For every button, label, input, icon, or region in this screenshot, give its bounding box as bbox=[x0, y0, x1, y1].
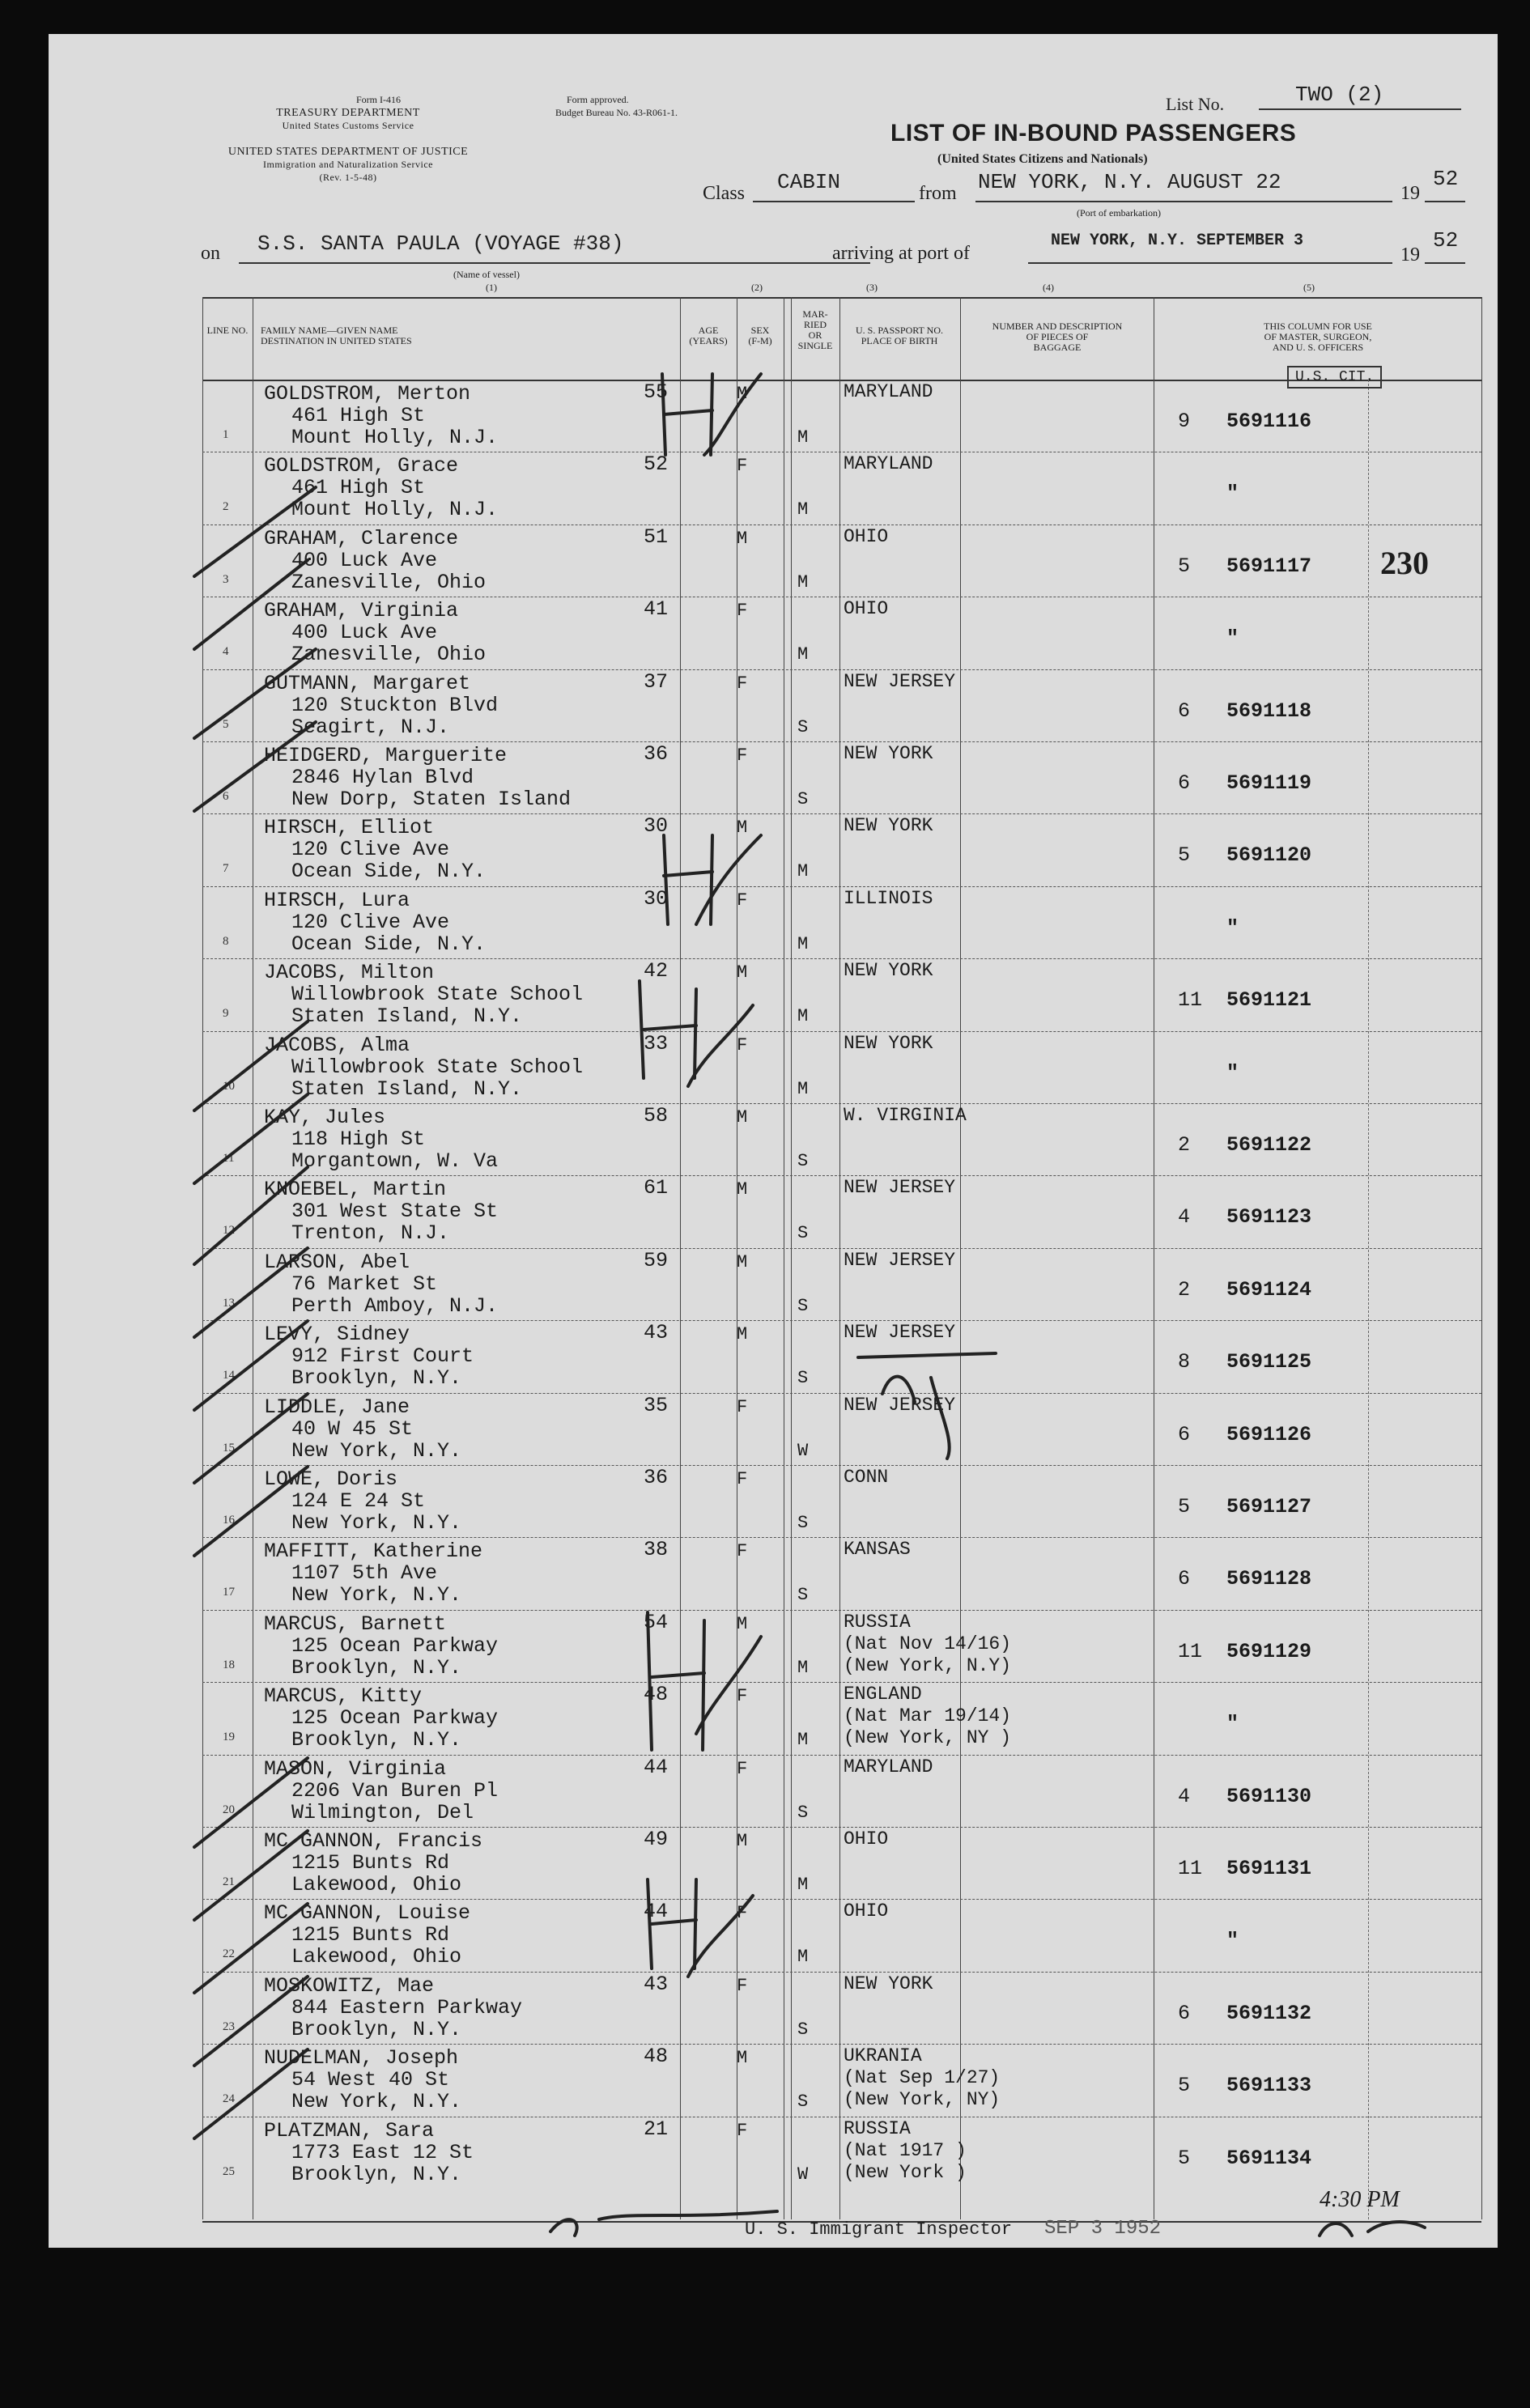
baggage-count: 6 bbox=[1178, 1422, 1191, 1446]
passenger-name: GUTMANN, Margaret bbox=[264, 671, 471, 695]
marital-status: M bbox=[797, 1078, 809, 1099]
place-of-birth: NEW JERSEY bbox=[844, 1394, 956, 1416]
passenger-name: HEIDGERD, Marguerite bbox=[264, 744, 508, 767]
age: 30 bbox=[644, 814, 669, 839]
marital-status: M bbox=[797, 644, 809, 665]
age: 48 bbox=[644, 1683, 669, 1707]
baggage-count: 5 bbox=[1178, 843, 1191, 868]
address-line-1: 1773 East 12 St bbox=[291, 2140, 474, 2164]
sex: F bbox=[737, 1975, 748, 1996]
passenger-name: LARSON, Abel bbox=[264, 1250, 410, 1274]
ticket-number: 5691118 bbox=[1226, 699, 1312, 723]
baggage-count: 11 bbox=[1178, 1857, 1203, 1880]
address-line-1: 40 W 45 St bbox=[291, 1416, 414, 1441]
passenger-name: MC GANNON, Francis bbox=[264, 1829, 483, 1853]
age: 30 bbox=[644, 886, 669, 911]
address-line-1: 301 West State St bbox=[291, 1200, 499, 1224]
place-of-birth: CONN bbox=[844, 1467, 889, 1488]
passenger-name: GOLDSTROM, Grace bbox=[264, 454, 459, 478]
place-of-birth: MARYLAND bbox=[844, 453, 933, 475]
place-of-birth: NEW YORK bbox=[844, 1032, 933, 1054]
sex: F bbox=[737, 1034, 748, 1055]
ticket-number: 5691122 bbox=[1226, 1133, 1312, 1157]
age: 54 bbox=[644, 1610, 669, 1634]
passenger-name: NUDELMAN, Joseph bbox=[264, 2046, 459, 2070]
age: 58 bbox=[644, 1104, 669, 1128]
line-number: 10 bbox=[223, 1079, 235, 1093]
address-line-1: 461 High St bbox=[291, 404, 426, 427]
line-number: 15 bbox=[223, 1441, 235, 1455]
place-of-birth: NEW JERSEY bbox=[844, 670, 956, 692]
marital-status: S bbox=[797, 1585, 809, 1606]
age: 44 bbox=[644, 1755, 669, 1779]
baggage-count: 5 bbox=[1178, 2074, 1191, 2098]
line-number: 19 bbox=[223, 1731, 235, 1744]
place-of-birth: NEW YORK bbox=[844, 1973, 933, 1994]
passenger-manifest-sheet bbox=[49, 34, 1498, 2248]
address-line-1: 118 High St bbox=[291, 1128, 426, 1151]
ticket-number: 5691133 bbox=[1226, 2074, 1312, 2098]
ticket-number: " bbox=[1226, 626, 1239, 651]
place-of-birth: OHIO bbox=[844, 1900, 889, 1922]
marital-status: S bbox=[797, 1368, 809, 1389]
revision-date: (Rev. 1-5-48) bbox=[319, 172, 377, 183]
ticket-number: " bbox=[1226, 1060, 1239, 1085]
marital-status: S bbox=[797, 789, 809, 809]
address-line-2: New York, N.Y. bbox=[291, 2090, 462, 2114]
column-number: (4) bbox=[1043, 282, 1054, 293]
ticket-number: " bbox=[1226, 915, 1239, 940]
marital-status: M bbox=[797, 861, 809, 882]
line-number: 12 bbox=[223, 1224, 235, 1238]
class-value: CABIN bbox=[777, 170, 841, 194]
sex: M bbox=[737, 1613, 748, 1634]
marital-status: S bbox=[797, 1513, 809, 1533]
address-line-1: 125 Ocean Parkway bbox=[291, 1706, 499, 1731]
column-number: (5) bbox=[1303, 282, 1315, 293]
ins-service: Immigration and Naturalization Service bbox=[263, 159, 433, 170]
treasury-dept: TREASURY DEPARTMENT bbox=[276, 107, 420, 119]
sex: F bbox=[737, 601, 748, 622]
baggage-count: 11 bbox=[1178, 988, 1203, 1013]
marital-status: S bbox=[797, 1223, 809, 1244]
place-of-birth: KANSAS bbox=[844, 1539, 911, 1561]
sex: F bbox=[737, 1686, 748, 1707]
address-line-1: 125 Ocean Parkway bbox=[291, 1633, 499, 1658]
address-line-1: 912 First Court bbox=[291, 1344, 474, 1369]
ticket-number: 5691121 bbox=[1226, 988, 1312, 1013]
place-of-birth: ILLINOIS bbox=[844, 887, 933, 909]
col-header-passport: U. S. PASSPORT NO. PLACE OF BIRTH bbox=[856, 325, 943, 346]
age: 37 bbox=[644, 669, 669, 694]
line-number: 2 bbox=[223, 500, 229, 514]
sex: M bbox=[737, 1251, 748, 1272]
line-number: 1 bbox=[223, 428, 229, 441]
line-number: 8 bbox=[223, 934, 229, 948]
customs-service: United States Customs Service bbox=[282, 120, 414, 131]
address-line-1: Willowbrook State School bbox=[291, 983, 584, 1007]
arrival-year-value: 52 bbox=[1433, 228, 1459, 253]
age: 48 bbox=[644, 2045, 669, 2069]
passenger-name: GRAHAM, Clarence bbox=[264, 526, 459, 550]
address-line-2: Brooklyn, N.Y. bbox=[291, 1655, 462, 1680]
baggage-count: 5 bbox=[1178, 554, 1191, 578]
place-of-birth: RUSSIA bbox=[844, 1611, 911, 1633]
address-line-2: Seagirt, N.J. bbox=[291, 715, 450, 739]
place-of-birth: (Nat 1917 ) bbox=[844, 2139, 967, 2161]
ticket-number: 5691126 bbox=[1226, 1422, 1312, 1446]
margin-number: 230 bbox=[1380, 545, 1429, 581]
place-of-birth: W. VIRGINIA bbox=[844, 1105, 967, 1126]
address-line-1: 1215 Bunts Rd bbox=[291, 1851, 450, 1875]
list-no-label: List No. bbox=[1166, 94, 1225, 114]
ticket-number: " bbox=[1226, 1929, 1239, 1953]
age: 49 bbox=[644, 1828, 669, 1851]
age: 43 bbox=[644, 1972, 669, 1996]
col-header-age: AGE (YEARS) bbox=[689, 325, 728, 346]
passenger-name: LIDDLE, Jane bbox=[264, 1395, 410, 1419]
ticket-number: 5691130 bbox=[1226, 1784, 1312, 1808]
on-label: on bbox=[201, 243, 220, 264]
ticket-number: " bbox=[1226, 1712, 1239, 1736]
class-label: Class bbox=[703, 183, 746, 204]
address-line-1: Willowbrook State School bbox=[291, 1055, 584, 1079]
col-header-name: FAMILY NAME—GIVEN NAME DESTINATION IN UNITED STATES bbox=[261, 325, 412, 346]
address-line-2: Lakewood, Ohio bbox=[291, 1873, 462, 1896]
sex: M bbox=[737, 1324, 748, 1345]
age: 51 bbox=[644, 524, 669, 549]
age: 41 bbox=[644, 597, 669, 622]
col-header-baggage: NUMBER AND DESCRIPTION OF PIECES OF BAGGAGE bbox=[992, 321, 1123, 353]
address-line-2: Zanesville, Ohio bbox=[291, 570, 487, 594]
col-header-sex: SEX (F-M) bbox=[748, 325, 772, 346]
age: 61 bbox=[644, 1176, 669, 1200]
marital-status: M bbox=[797, 1875, 809, 1895]
address-line-1: 400 Luck Ave bbox=[291, 548, 438, 572]
place-of-birth: (New York ) bbox=[844, 2161, 967, 2183]
marital-status: M bbox=[797, 933, 809, 954]
address-line-2: Ocean Side, N.Y. bbox=[291, 860, 487, 884]
ticket-number: 5691116 bbox=[1226, 410, 1312, 433]
vessel-caption: (Name of vessel) bbox=[453, 269, 520, 280]
age: 42 bbox=[644, 959, 669, 983]
ticket-number: 5691123 bbox=[1226, 1205, 1312, 1229]
marital-status: M bbox=[797, 1947, 809, 1968]
vessel-name: S.S. SANTA PAULA (VOYAGE #38) bbox=[257, 231, 624, 256]
sex: M bbox=[737, 1179, 748, 1200]
baggage-count: 11 bbox=[1178, 1639, 1203, 1663]
baggage-count: 6 bbox=[1178, 1567, 1191, 1591]
passenger-name: LOWE, Doris bbox=[264, 1467, 398, 1491]
from-label: from bbox=[919, 183, 957, 204]
place-of-birth: NEW JERSEY bbox=[844, 1322, 956, 1344]
sex: F bbox=[737, 2120, 748, 2141]
sex: M bbox=[737, 2048, 748, 2069]
line-number: 5 bbox=[223, 717, 229, 731]
place-of-birth: NEW YORK bbox=[844, 960, 933, 982]
line-number: 17 bbox=[223, 1586, 235, 1599]
passenger-name: MOSKOWITZ, Mae bbox=[264, 1973, 435, 1998]
port-caption: (Port of embarkation) bbox=[1077, 207, 1161, 219]
address-line-2: Brooklyn, N.Y. bbox=[291, 1728, 462, 1752]
passenger-name: GOLDSTROM, Merton bbox=[264, 382, 471, 406]
baggage-count: 5 bbox=[1178, 1495, 1191, 1518]
sex: M bbox=[737, 818, 748, 839]
line-number: 3 bbox=[223, 572, 229, 586]
passenger-name: HIRSCH, Elliot bbox=[264, 816, 435, 840]
address-line-2: Staten Island, N.Y. bbox=[291, 1077, 523, 1101]
address-line-1: 400 Luck Ave bbox=[291, 621, 438, 645]
age: 43 bbox=[644, 1321, 669, 1345]
place-of-birth: (New York, N.Y) bbox=[844, 1654, 1012, 1676]
sex: F bbox=[737, 1758, 748, 1779]
line-number: 25 bbox=[223, 2164, 235, 2178]
document-subtitle: (United States Citizens and Nationals) bbox=[937, 152, 1148, 166]
marital-status: S bbox=[797, 1295, 809, 1316]
marital-status: M bbox=[797, 571, 809, 592]
baggage-count: 9 bbox=[1178, 410, 1191, 433]
age: 52 bbox=[644, 452, 669, 477]
baggage-count: 2 bbox=[1178, 1277, 1191, 1302]
baggage-count: 8 bbox=[1178, 1350, 1191, 1374]
address-line-2: Mount Holly, N.J. bbox=[291, 498, 499, 522]
place-of-birth: NEW JERSEY bbox=[844, 1249, 956, 1271]
passenger-name: PLATZMAN, Sara bbox=[264, 2118, 435, 2143]
place-of-birth: MARYLAND bbox=[844, 1756, 933, 1777]
col-header-married: MAR- RIED OR SINGLE bbox=[797, 308, 833, 351]
place-of-birth: NEW YORK bbox=[844, 743, 933, 764]
arriving-label: arriving at port of bbox=[832, 243, 970, 264]
ticket-number: 5691128 bbox=[1226, 1567, 1312, 1591]
address-line-2: Wilmington, Del bbox=[291, 1800, 474, 1824]
ticket-number: 5691120 bbox=[1226, 843, 1312, 868]
arrival-year-prefix: 19 bbox=[1400, 244, 1420, 265]
sex: M bbox=[737, 384, 748, 404]
form-number: Form I-416 bbox=[356, 94, 401, 105]
place-of-birth: RUSSIA bbox=[844, 2117, 911, 2139]
age: 36 bbox=[644, 742, 669, 766]
baggage-count: 2 bbox=[1178, 1133, 1191, 1157]
age: 55 bbox=[644, 380, 669, 404]
inspector-pen-marks bbox=[49, 34, 1498, 2248]
passenger-name: LEVY, Sidney bbox=[264, 1323, 410, 1347]
place-of-birth: OHIO bbox=[844, 525, 889, 547]
marital-status: W bbox=[797, 1440, 809, 1461]
passenger-name: HIRSCH, Lura bbox=[264, 888, 410, 912]
address-line-2: Zanesville, Ohio bbox=[291, 643, 487, 667]
marital-status: M bbox=[797, 499, 809, 520]
line-number: 9 bbox=[223, 1007, 229, 1021]
inspection-time-note: 4:30 PM bbox=[1320, 2187, 1400, 2212]
place-of-birth: (Nat Mar 19/14) bbox=[844, 1705, 1012, 1727]
marital-status: M bbox=[797, 427, 809, 448]
line-number: 22 bbox=[223, 1947, 235, 1961]
sex: F bbox=[737, 745, 748, 766]
address-line-1: 1215 Bunts Rd bbox=[291, 1923, 450, 1947]
col-header-officers: THIS COLUMN FOR USE OF MASTER, SURGEON, AND U. S. OFFICERS bbox=[1264, 321, 1372, 353]
baggage-count: 6 bbox=[1178, 2001, 1191, 2025]
line-number: 4 bbox=[223, 645, 229, 659]
ticket-number: 5691117 bbox=[1226, 554, 1312, 578]
address-line-2: Ocean Side, N.Y. bbox=[291, 932, 487, 956]
ticket-number: 5691132 bbox=[1226, 2001, 1312, 2025]
passenger-name: KAY, Jules bbox=[264, 1106, 386, 1129]
sex: M bbox=[737, 1107, 748, 1128]
place-of-birth: ENGLAND bbox=[844, 1684, 922, 1705]
sex: F bbox=[737, 1903, 748, 1924]
col-header-line-no: LINE NO. bbox=[206, 325, 249, 336]
address-line-1: 120 Clive Ave bbox=[291, 838, 450, 862]
passenger-name: MC GANNON, Louise bbox=[264, 1901, 471, 1926]
port-of-embarkation: NEW YORK, N.Y. AUGUST 22 bbox=[978, 170, 1281, 194]
column-number: (3) bbox=[866, 282, 878, 293]
ticket-number: 5691127 bbox=[1226, 1495, 1312, 1518]
address-line-1: 76 Market St bbox=[291, 1272, 438, 1296]
ticket-number: 5691119 bbox=[1226, 771, 1312, 795]
line-number: 20 bbox=[223, 1803, 235, 1816]
marital-status: S bbox=[797, 2019, 809, 2040]
age: 36 bbox=[644, 1466, 669, 1489]
baggage-count: 6 bbox=[1178, 699, 1191, 723]
marital-status: S bbox=[797, 716, 809, 737]
baggage-count: 5 bbox=[1178, 2146, 1191, 2170]
passenger-name: GRAHAM, Virginia bbox=[264, 599, 459, 623]
marital-status: M bbox=[797, 1730, 809, 1751]
line-number: 7 bbox=[223, 862, 229, 876]
age: 33 bbox=[644, 1031, 669, 1055]
us-citizen-stamp: U.S. CIT. bbox=[1287, 366, 1382, 389]
justice-dept: UNITED STATES DEPARTMENT OF JUSTICE bbox=[227, 146, 469, 158]
marital-status: M bbox=[797, 1006, 809, 1027]
line-number: 21 bbox=[223, 1875, 235, 1888]
address-line-1: 1107 5th Ave bbox=[291, 1561, 438, 1586]
age: 44 bbox=[644, 1900, 669, 1924]
place-of-birth: (New York, NY ) bbox=[844, 1727, 1012, 1749]
address-line-2: New York, N.Y. bbox=[291, 1511, 462, 1535]
address-line-1: 54 West 40 St bbox=[291, 2068, 450, 2092]
place-of-birth: NEW YORK bbox=[844, 815, 933, 837]
address-line-2: New York, N.Y. bbox=[291, 1438, 462, 1463]
address-line-2: Lakewood, Ohio bbox=[291, 1945, 462, 1969]
address-line-2: Trenton, N.J. bbox=[291, 1221, 450, 1246]
sex: F bbox=[737, 673, 748, 694]
ticket-number: 5691131 bbox=[1226, 1857, 1312, 1880]
address-line-1: 461 High St bbox=[291, 476, 426, 500]
line-number: 11 bbox=[223, 1152, 235, 1165]
age: 21 bbox=[644, 2117, 669, 2141]
address-line-1: 2206 Van Buren Pl bbox=[291, 1778, 499, 1803]
age: 38 bbox=[644, 1538, 669, 1562]
address-line-2: New York, N.Y. bbox=[291, 1583, 462, 1607]
list-no-value: TWO (2) bbox=[1295, 83, 1384, 107]
address-line-2: Brooklyn, N.Y. bbox=[291, 2017, 462, 2041]
ticket-number: 5691134 bbox=[1226, 2146, 1312, 2170]
address-line-2: Morgantown, W. Va bbox=[291, 1149, 499, 1173]
form-approved: Form approved. bbox=[567, 94, 629, 105]
document-title: LIST OF IN-BOUND PASSENGERS bbox=[890, 120, 1297, 147]
arrival-port: NEW YORK, N.Y. SEPTEMBER 3 bbox=[1051, 231, 1304, 250]
address-line-2: Mount Holly, N.J. bbox=[291, 426, 499, 449]
address-line-2: Brooklyn, N.Y. bbox=[291, 1366, 462, 1391]
marital-status: W bbox=[797, 2164, 809, 2185]
passenger-name: JACOBS, Milton bbox=[264, 961, 435, 985]
sex: F bbox=[737, 1469, 748, 1489]
sex: F bbox=[737, 890, 748, 911]
sex: M bbox=[737, 1831, 748, 1851]
place-of-birth: UKRANIA bbox=[844, 2045, 922, 2067]
passenger-name: JACOBS, Alma bbox=[264, 1033, 410, 1057]
sex: F bbox=[737, 1396, 748, 1417]
passenger-name: KNOEBEL, Martin bbox=[264, 1178, 447, 1202]
baggage-count: 4 bbox=[1178, 1784, 1191, 1808]
address-line-2: Brooklyn, N.Y. bbox=[291, 2162, 462, 2186]
line-number: 18 bbox=[223, 1658, 235, 1671]
place-of-birth: (New York, NY) bbox=[844, 2089, 1001, 2111]
place-of-birth: OHIO bbox=[844, 598, 889, 620]
place-of-birth: OHIO bbox=[844, 1828, 889, 1850]
place-of-birth: (Nat Sep 1/27) bbox=[844, 2067, 1001, 2089]
line-number: 13 bbox=[223, 1296, 235, 1310]
sex: M bbox=[737, 528, 748, 549]
line-number: 16 bbox=[223, 1514, 235, 1527]
marital-status: S bbox=[797, 2092, 809, 2113]
marital-status: S bbox=[797, 1802, 809, 1823]
ticket-number: 5691125 bbox=[1226, 1350, 1312, 1374]
baggage-count: 4 bbox=[1178, 1205, 1191, 1229]
address-line-1: 120 Stuckton Blvd bbox=[291, 693, 499, 717]
passenger-name: MASON, Virginia bbox=[264, 1756, 447, 1781]
column-number: (1) bbox=[486, 282, 497, 293]
passenger-name: MAFFITT, Katherine bbox=[264, 1540, 483, 1564]
place-of-birth: (Nat Nov 14/16) bbox=[844, 1633, 1012, 1654]
ticket-number: 5691129 bbox=[1226, 1639, 1312, 1663]
year-value: 52 bbox=[1433, 167, 1459, 191]
age: 35 bbox=[644, 1393, 669, 1417]
place-of-birth: MARYLAND bbox=[844, 381, 933, 402]
address-line-2: Staten Island, N.Y. bbox=[291, 1004, 523, 1029]
year-prefix: 19 bbox=[1400, 183, 1420, 204]
budget-bureau-no: Budget Bureau No. 43-R061-1. bbox=[555, 107, 678, 118]
marital-status: M bbox=[797, 1657, 809, 1678]
sex: F bbox=[737, 456, 748, 477]
ticket-number: 5691124 bbox=[1226, 1277, 1312, 1302]
line-number: 24 bbox=[223, 2092, 235, 2106]
line-number: 23 bbox=[223, 2019, 235, 2033]
inspection-date-stamp: SEP 3 1952 bbox=[1044, 2218, 1162, 2240]
line-number: 6 bbox=[223, 790, 229, 803]
place-of-birth: NEW JERSEY bbox=[844, 1177, 956, 1199]
passenger-name: MARCUS, Barnett bbox=[264, 1612, 447, 1636]
column-number: (2) bbox=[751, 282, 763, 293]
address-line-1: 120 Clive Ave bbox=[291, 910, 450, 934]
baggage-count: 6 bbox=[1178, 771, 1191, 795]
address-line-2: New Dorp, Staten Island bbox=[291, 788, 572, 811]
line-number: 14 bbox=[223, 1369, 235, 1382]
address-line-2: Perth Amboy, N.J. bbox=[291, 1293, 499, 1318]
address-line-1: 844 Eastern Parkway bbox=[291, 1995, 523, 2019]
sex: M bbox=[737, 962, 748, 983]
inspector-label: U. S. Immigrant Inspector bbox=[745, 2219, 1013, 2240]
address-line-1: 124 E 24 St bbox=[291, 1489, 426, 1513]
marital-status: S bbox=[797, 1151, 809, 1171]
age: 59 bbox=[644, 1248, 669, 1272]
address-line-1: 2846 Hylan Blvd bbox=[291, 766, 474, 789]
sex: F bbox=[737, 1541, 748, 1562]
passenger-name: MARCUS, Kitty bbox=[264, 1684, 423, 1709]
ticket-number: " bbox=[1226, 482, 1239, 506]
